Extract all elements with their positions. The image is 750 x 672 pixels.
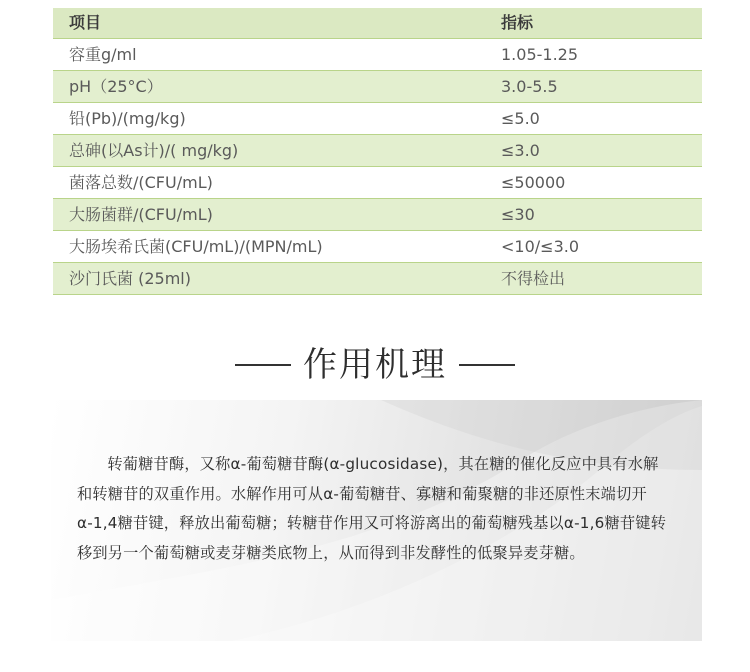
mechanism-panel bbox=[51, 400, 702, 641]
row-item: 大肠菌群/(CFU/mL) bbox=[53, 199, 485, 231]
heading-left-rule bbox=[235, 364, 291, 366]
table-row bbox=[53, 39, 702, 71]
table-row bbox=[53, 199, 702, 231]
row-value: 3.0-5.5 bbox=[485, 71, 702, 103]
header-value: 指标 bbox=[485, 8, 702, 39]
row-value: 不得检出 bbox=[485, 263, 702, 295]
row-item: 菌落总数/(CFU/mL) bbox=[53, 167, 485, 199]
spec-table bbox=[53, 8, 702, 295]
row-value: ≤30 bbox=[485, 199, 702, 231]
row-value: ≤3.0 bbox=[485, 135, 702, 167]
table-row bbox=[53, 135, 702, 167]
section-heading bbox=[0, 340, 750, 390]
heading-right-rule bbox=[459, 364, 515, 366]
spec-table-header bbox=[53, 8, 702, 39]
header-row bbox=[53, 8, 702, 39]
row-value: 1.05-1.25 bbox=[485, 39, 702, 71]
table-row bbox=[53, 167, 702, 199]
row-item: pH（25°C） bbox=[53, 71, 485, 103]
row-item: 铅(Pb)/(mg/kg) bbox=[53, 103, 485, 135]
table-row bbox=[53, 231, 702, 263]
row-item: 容重g/ml bbox=[53, 39, 485, 71]
row-value: ≤50000 bbox=[485, 167, 702, 199]
spec-table-body bbox=[53, 39, 702, 295]
section-title: 作用机理 bbox=[303, 345, 447, 385]
table-row bbox=[53, 71, 702, 103]
row-item: 沙门氏菌 (25ml) bbox=[53, 263, 485, 295]
row-item: 总砷(以As计)/( mg/kg) bbox=[53, 135, 485, 167]
header-item: 项目 bbox=[53, 8, 485, 39]
table-row bbox=[53, 103, 702, 135]
row-value: <10/≤3.0 bbox=[485, 231, 702, 263]
row-value: ≤5.0 bbox=[485, 103, 702, 135]
row-item: 大肠埃希氏菌(CFU/mL)/(MPN/mL) bbox=[53, 231, 485, 263]
table-row bbox=[53, 263, 702, 295]
mechanism-paragraph: 转葡糖苷酶，又称α-葡萄糖苷酶(α-glucosidase)，其在糖的催化反应中具有水解和转糖苷的双重作用。水解作用可从α-葡萄糖苷、寡糖和葡聚糖的非还原性末端切开α-1,4糖苷键，释放出葡萄糖；转糖苷作用又可将游离出的葡萄糖残基以α-1,6糖苷键转移到另一个葡萄糖或麦芽糖类底物上，从而得到非发酵性的低聚异麦芽糖。 bbox=[77, 455, 667, 562]
